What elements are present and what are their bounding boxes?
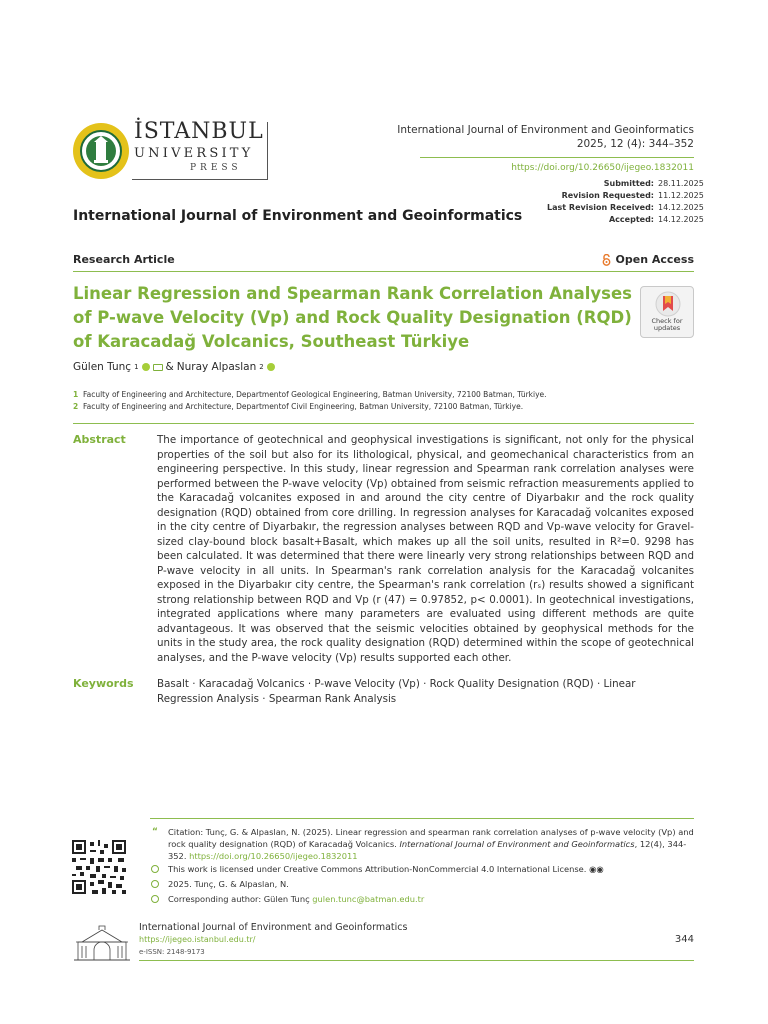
author-separator: & (165, 361, 174, 373)
corresponding-row (150, 893, 695, 907)
bookmark-icon (655, 291, 681, 317)
citation-journal: International Journal of Environment and Geoinformatics (399, 839, 635, 849)
university-seal-icon (72, 122, 130, 180)
logo-line-1: İSTANBUL (134, 119, 264, 144)
license-icon-wrap (150, 863, 160, 877)
abstract-text: The importance of geotechnical and geophysical investigations is significant, not only for the physical properties of the soil but also for its lithological, physical, and geomechanical characteristics from an engineering perspective. In this study, linear regression and Spearman rank correlation analyses were performed between the P-wave velocity (Vp) obtained from seismic refraction measurements applied to the Karacadağ volcanites exposed in and around the city centre of Diyarbakır and the rock quality designation (RQD) obtained from core drilling. In regression analyses for Karacadağ volcanites exposed in the city centre of Diyarbakır, the regression analyses between RQD and Vp-wave velocity for Gravel-sized clay-bound block basalt+Basalt, which makes up all the soil units, resulted in R²=0. 9298 has been calculated. It was determined that there were linearly very strong relationships between RQD and P-wave velocity in all units. In Spearman's rank correlation analysis for the Karacadağ volcanites exposed in the Diyarbakır city centre, the Spearman's rank correlation (rₛ) results showed a significant strong relationship between RQD and Vp (r (47) = 0.97852, p< 0.0001). In geotechnical investigations, integrated applications where many parameters are evaluated using different methods are quite advantageous. It was observed that the seismic velocities obtained by geophysical methods for the units in the study area, the rock quality designation (RQD) determined within the scope of geotechnical analyses, and the P-wave velocity (Vp) results supported each other. (157, 434, 694, 664)
copyright-row (150, 878, 695, 892)
check-for-updates-label: Check for updates (651, 317, 683, 332)
affiliation-text: Faculty of Engineering and Architecture, Departmentof Civil Engineering, Batman University, 72100 Batman, Türkiye. (83, 402, 524, 411)
date-value: 11.12.2025 (658, 191, 704, 200)
logo-text (134, 118, 264, 174)
logo-line-3: PRESS (190, 163, 242, 173)
date-label: Accepted: (608, 215, 654, 224)
date-label: Last Revision Received: (547, 203, 654, 212)
citation-row (150, 826, 695, 862)
orcid-icon[interactable] (267, 363, 275, 371)
article-dates (547, 178, 704, 226)
date-row (547, 214, 704, 226)
type-divider (73, 271, 694, 272)
date-row (547, 190, 704, 202)
corresponding-text (168, 893, 424, 907)
quote-icon: “ (152, 827, 158, 837)
author-affil-sup: 2 (259, 363, 264, 371)
affiliation-text: Faculty of Engineering and Architecture, Departmentof Geological Engineering, Batman University, 72100 Batman, Türkiye. (83, 390, 547, 399)
university-building-icon (72, 924, 132, 962)
corresponding-label: Corresponding author: Gülen Tunç (168, 894, 310, 904)
footer-bottom-divider (139, 960, 694, 961)
email-icon-wrap (150, 893, 160, 907)
article-type: Research Article (73, 253, 175, 266)
date-value: 14.12.2025 (658, 215, 704, 224)
license-label: This work is licensed under Creative Commons Attribution-NonCommercial 4.0 International License. (168, 864, 587, 874)
date-row (547, 202, 704, 214)
cc-by-nc-icon: ◉◉ (589, 864, 604, 874)
date-row (547, 178, 704, 190)
affiliation-num: 2 (73, 402, 79, 411)
affiliation (73, 389, 547, 401)
open-access-badge (602, 253, 694, 266)
journal-header (354, 123, 694, 151)
date-value: 28.11.2025 (658, 179, 704, 188)
affiliation-num: 1 (73, 390, 79, 399)
mail-icon[interactable] (153, 364, 163, 371)
affiliations (73, 389, 547, 413)
license-text (168, 863, 604, 877)
abstract-divider (73, 423, 694, 424)
citation-block (150, 826, 695, 908)
abstract-label: Abstract (73, 433, 126, 446)
footer-journal-url[interactable]: https://ijegeo.istanbul.edu.tr/ (139, 935, 256, 944)
license-row (150, 863, 695, 877)
logo-line-2: UNIVERSITY (134, 146, 254, 161)
open-access-label: Open Access (615, 253, 694, 266)
corresponding-email-link[interactable]: gulen.tunc@batman.edu.tr (312, 894, 425, 904)
citation-suffix: , 12(4), 344-352. (168, 839, 687, 861)
cc-icon (151, 865, 159, 873)
author-name[interactable]: Nuray Alpaslan (176, 361, 257, 373)
keywords-label: Keywords (73, 677, 134, 690)
author-name[interactable]: Gülen Tunç (73, 361, 132, 373)
citation-doi-link[interactable]: https://doi.org/10.26650/ijegeo.1832011 (189, 851, 358, 861)
article-title: Linear Regression and Spearman Rank Correlation Analyses of P-wave Velocity (Vp) and Rock Quality Designation (RQD) of Karacadağ Volcanics, Southeast Türkiye (73, 284, 632, 351)
publisher-logo (72, 118, 262, 184)
journal-line: International Journal of Environment and Geoinformatics (397, 124, 694, 136)
email-icon (151, 895, 159, 903)
footer-divider (150, 818, 694, 819)
footer-eissn: e-ISSN: 2148-9173 (139, 948, 205, 956)
orcid-icon[interactable] (142, 363, 150, 371)
citation-text (168, 826, 695, 862)
check-for-updates-badge[interactable] (640, 286, 694, 338)
volume-line: 2025, 12 (4): 344–352 (576, 138, 694, 150)
author-affil-sup: 1 (134, 363, 139, 371)
footer-journal-name: International Journal of Environment and Geoinformatics (139, 922, 408, 933)
author-list (73, 361, 275, 373)
keywords-text: Basalt · Karacadağ Volcanics · P-wave Velocity (Vp) · Rock Quality Designation (RQD) · Linear Regression Analysis · Spearman Rank Analysis (157, 678, 636, 705)
citation-prefix: Citation: Tunç, G. & Alpaslan, N. (2025). Linear regression and spearman rank correlation analyses of p-wave velocity (Vp) and rock quality designation (RQD) of Karacadağ Volcanics. (168, 827, 694, 849)
header-divider (420, 157, 694, 158)
date-label: Revision Requested: (561, 191, 654, 200)
journal-title: International Journal of Environment and Geoinformatics (73, 208, 523, 224)
footer-journal-info (139, 922, 407, 958)
copyright-icon (151, 880, 159, 888)
date-label: Submitted: (603, 179, 654, 188)
page-number: 344 (674, 934, 694, 945)
qr-code-icon[interactable] (72, 840, 126, 894)
copyright-text: 2025. Tunç, G. & Alpaslan, N. (168, 879, 289, 889)
date-value: 14.12.2025 (658, 203, 704, 212)
copyright-icon-wrap (150, 878, 160, 892)
doi-link[interactable]: https://doi.org/10.26650/ijegeo.1832011 (511, 163, 694, 173)
affiliation (73, 401, 547, 413)
open-access-icon (602, 254, 611, 266)
